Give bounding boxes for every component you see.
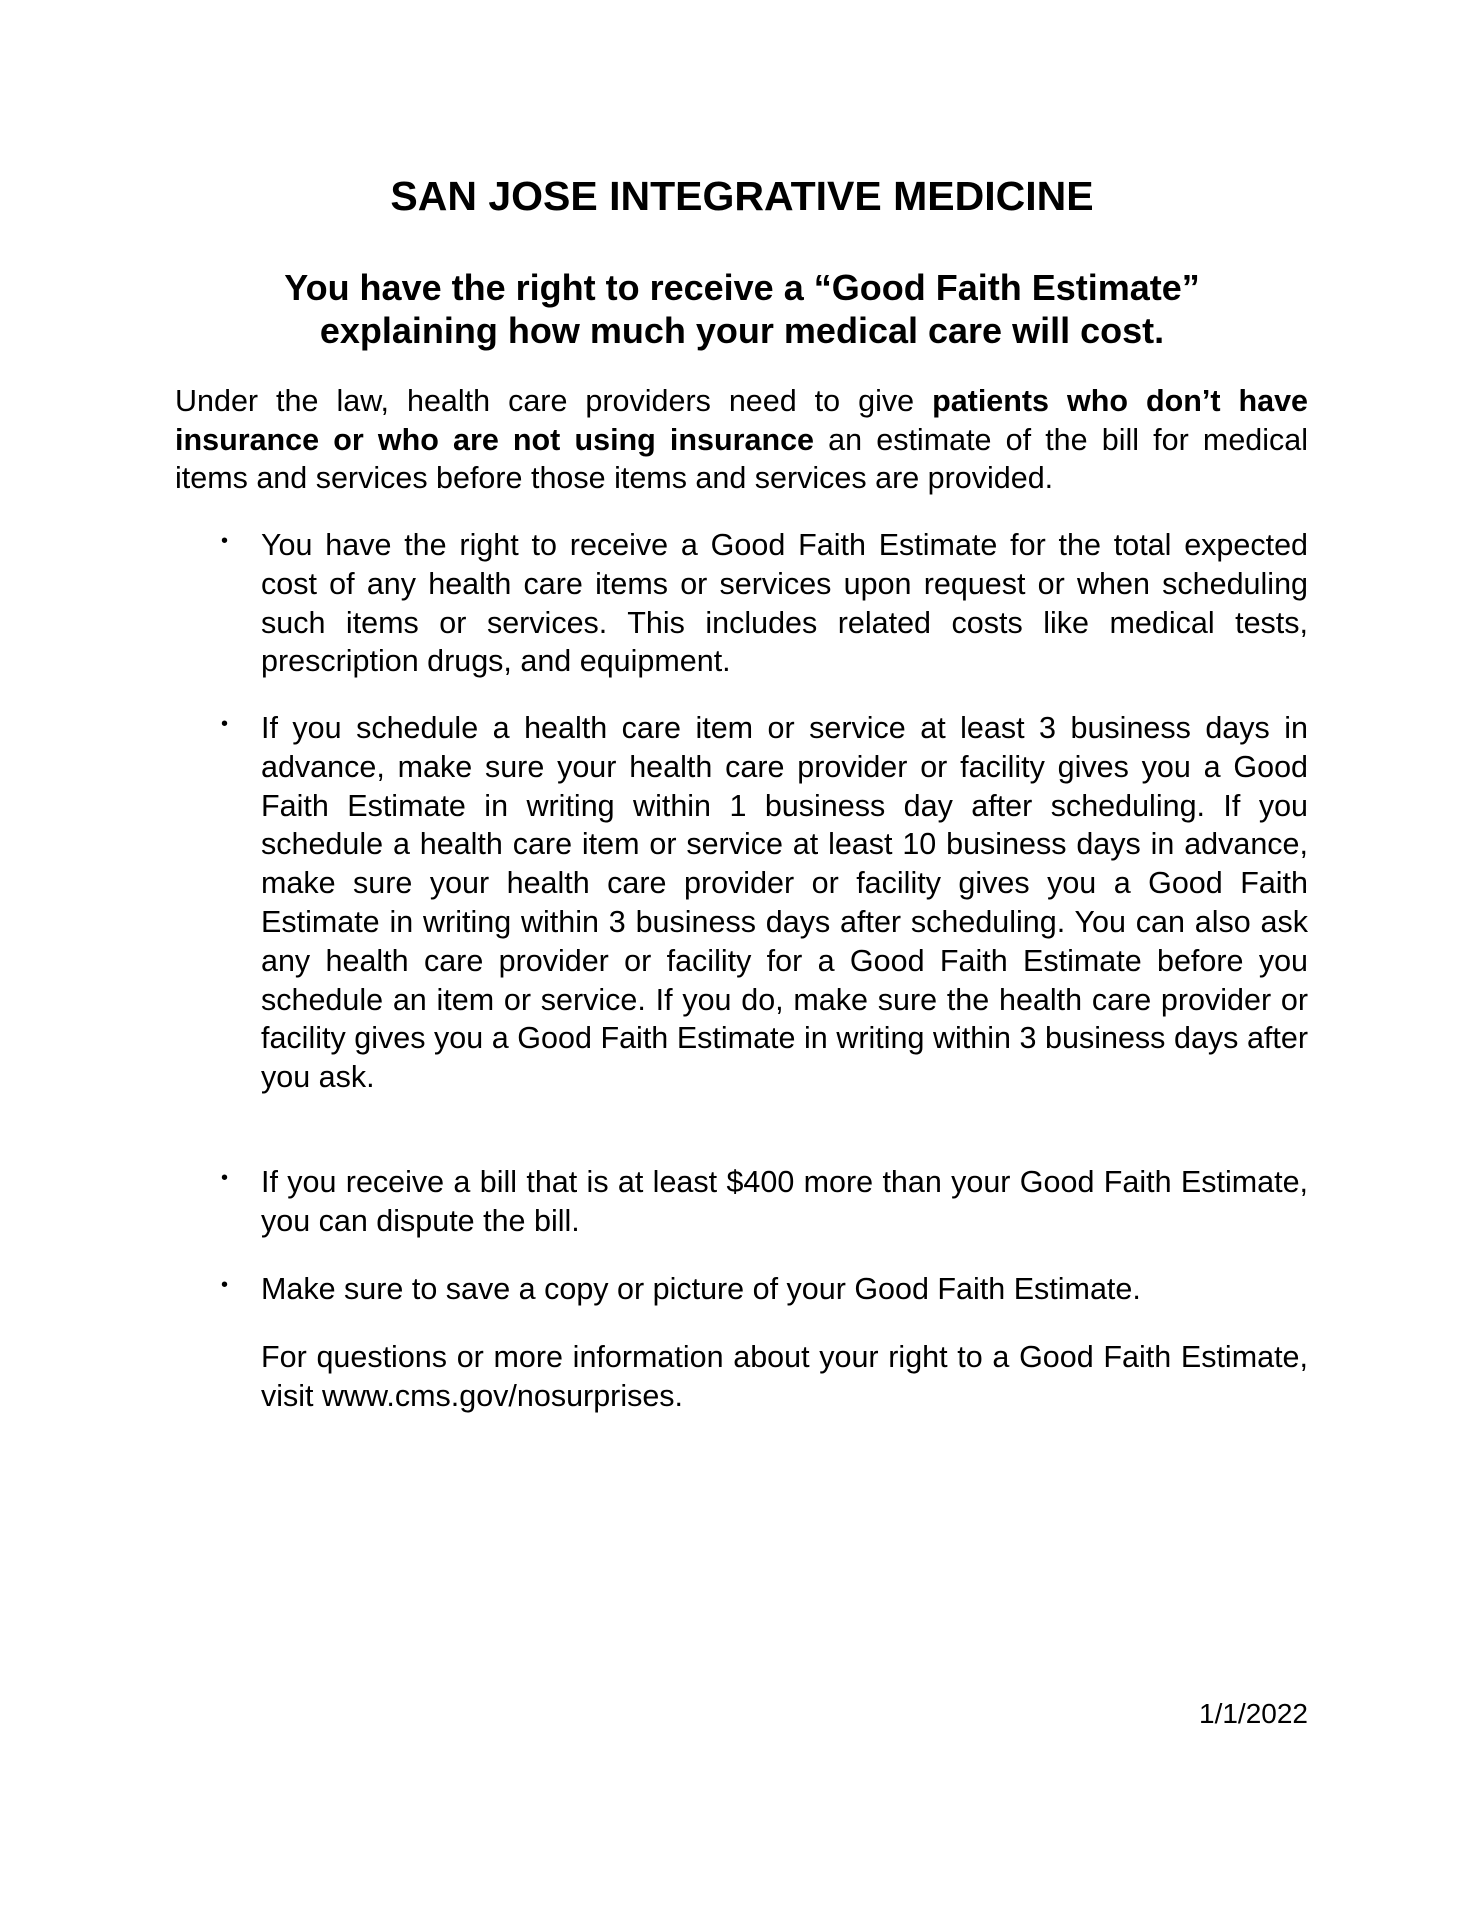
list-item xyxy=(221,1163,1308,1241)
list-item xyxy=(221,709,1308,1097)
bullet-icon: • xyxy=(221,530,229,552)
intro-text-start: Under the law, health care providers need to give xyxy=(175,384,933,418)
list-item xyxy=(221,526,1308,681)
list-item-text: Make sure to save a copy or picture of your Good Faith Estimate. xyxy=(261,1272,1141,1306)
list-item-text: If you receive a bill that is at least $400 more than your Good Faith Estimate, you can dispute the bill. xyxy=(261,1165,1308,1238)
list-item-text: You have the right to receive a Good Faith Estimate for the total expected cost of any health care items or services upon request or when scheduling such items or services. This includes related costs like medical tests, prescription drugs, and equipment. xyxy=(261,528,1308,679)
subtitle-line-2: explaining how much your medical care will cost. xyxy=(319,310,1165,351)
document-subtitle xyxy=(0,266,1484,352)
bullet-icon: • xyxy=(221,713,229,735)
list-item-text: If you schedule a health care item or service at least 3 business days in advance, make sure your health care provider or facility gives you a Good Faith Estimate in writing within 1 business day after scheduling. If you schedule a health care item or service at least 10 business days in advance, make sure your health care provider or facility gives you a Good Faith Estimate in writing within 3 business days after scheduling. You can also ask any health care provider or facility for a Good Faith Estimate before you schedule an item or service. If you do, make sure the health care provider or facility gives you a Good Faith Estimate in writing within 3 business days after you ask. xyxy=(261,711,1308,1095)
document-date: 1/1/2022 xyxy=(1199,1698,1308,1729)
bullet-icon: • xyxy=(221,1167,229,1189)
intro-paragraph xyxy=(175,382,1308,498)
intro-text-end: an estimate of the bill for medical items and services before those items and services are provided. xyxy=(175,422,1309,495)
subtitle-line-1: You have the right to receive a “Good Faith Estimate” xyxy=(284,267,1200,308)
info-note: For questions or more information about your right to a Good Faith Estimate, visit www.cms.gov/nosurprises. xyxy=(261,1340,1308,1413)
list-item xyxy=(221,1270,1308,1309)
bullet-icon: • xyxy=(221,1274,229,1296)
intro-bold-text: patients who don’t have insurance or who are not using insurance xyxy=(175,384,1308,457)
organization-title: SAN JOSE INTEGRATIVE MEDICINE xyxy=(390,173,1094,219)
